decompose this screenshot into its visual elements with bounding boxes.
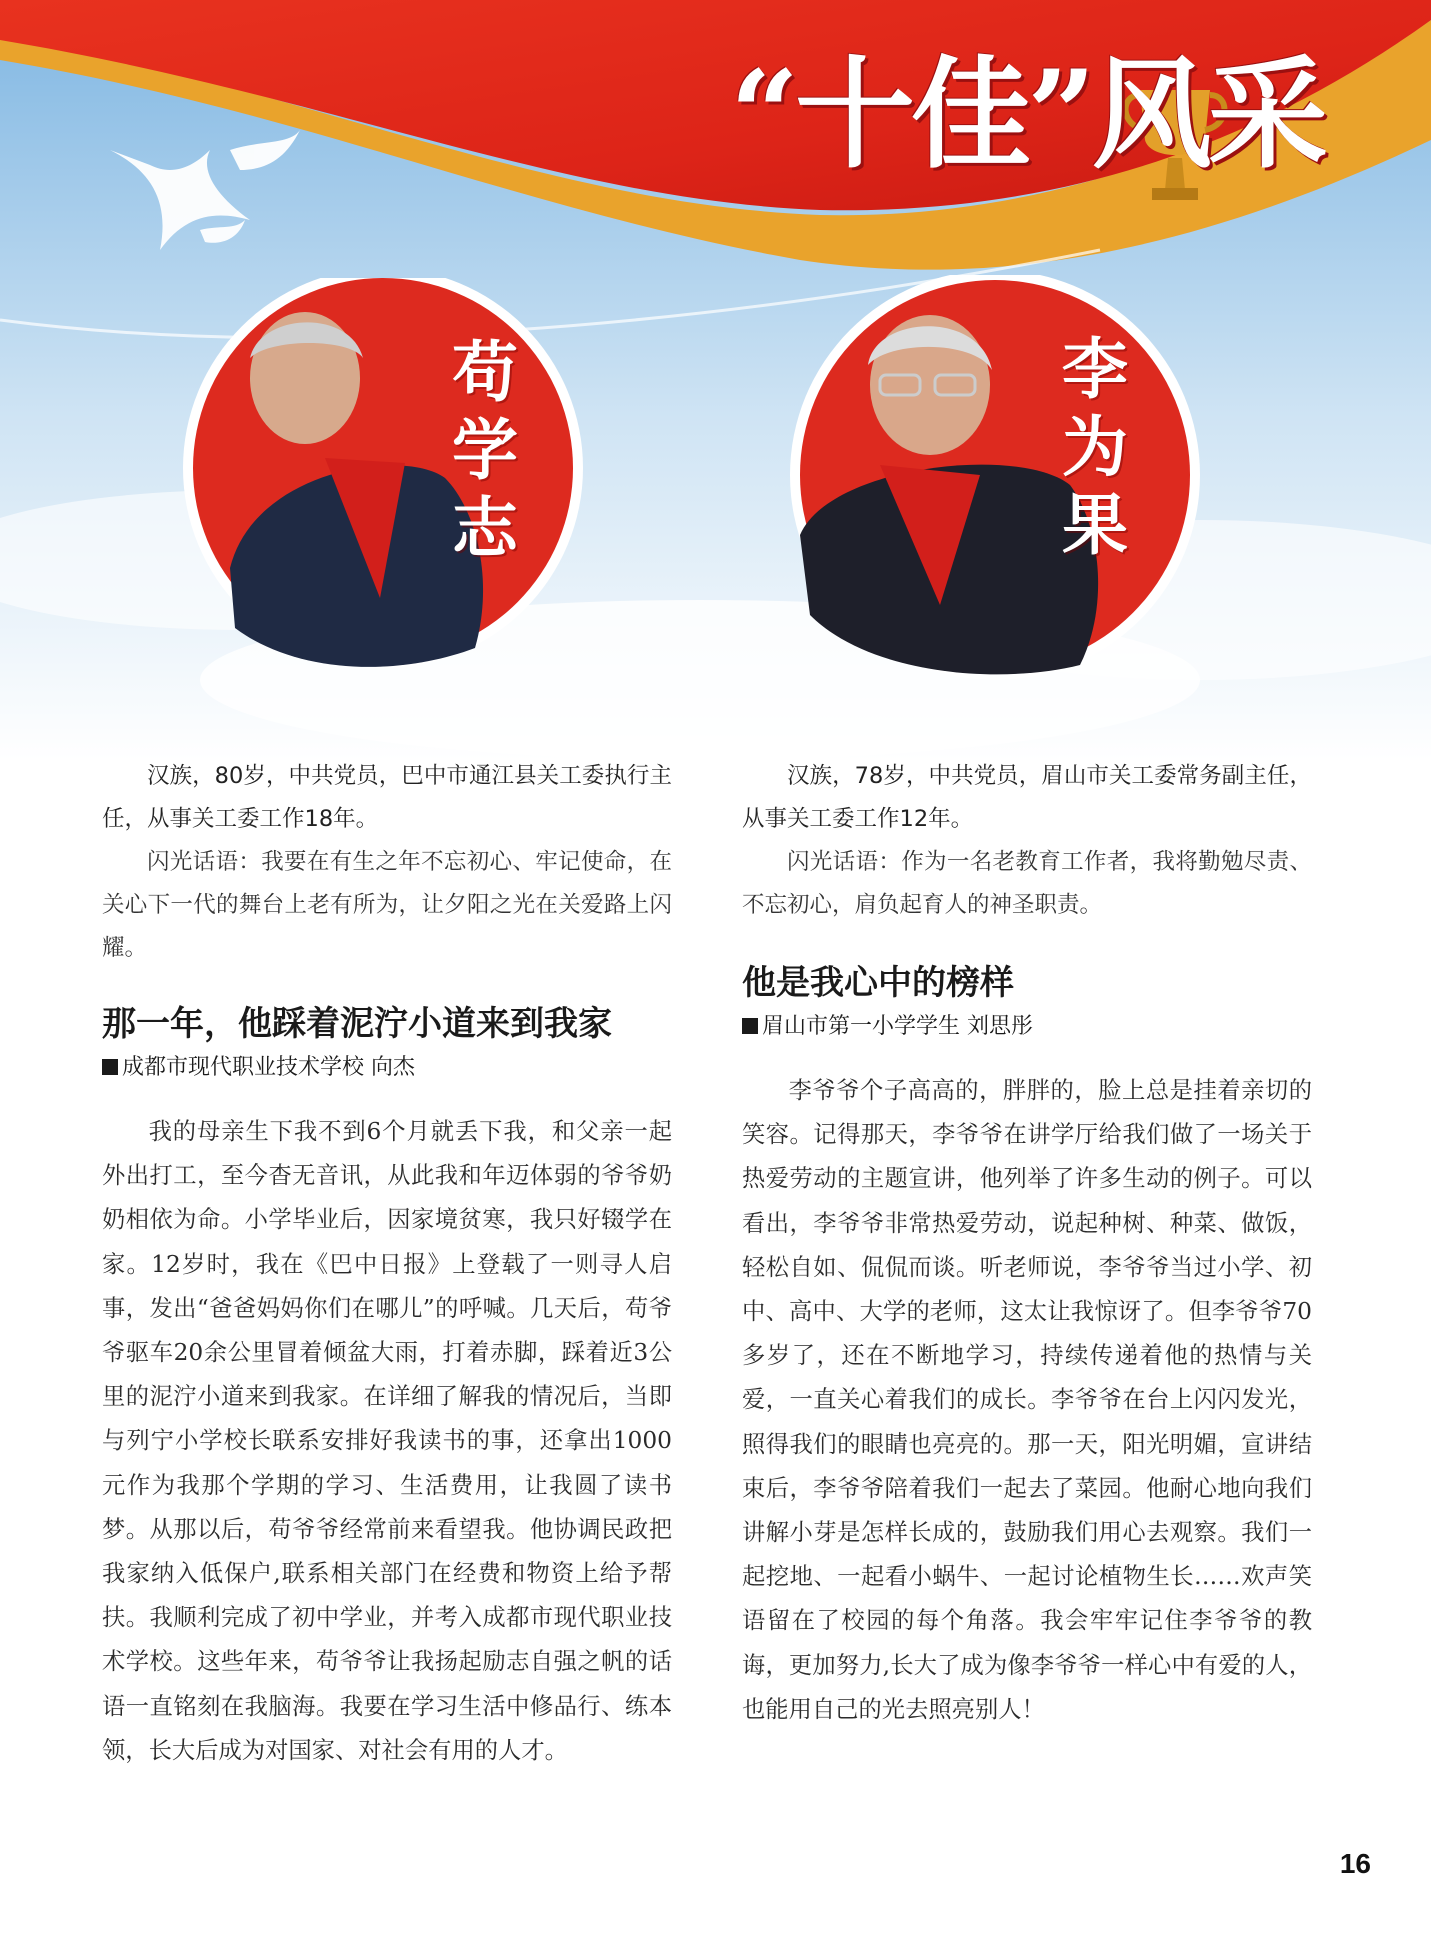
bio-text: 汉族，78岁，中共党员，眉山市关工委常务副主任，从事关工委工作12年。 bbox=[742, 763, 1312, 832]
quote-lead: 闪光话语： bbox=[787, 849, 902, 875]
person-name-right: 李为果 bbox=[1062, 330, 1128, 564]
quote-right bbox=[742, 841, 1312, 927]
article-title-right: 他是我心中的榜样 bbox=[742, 963, 1014, 1003]
bio-right bbox=[742, 755, 1312, 841]
byline-left: 成都市现代职业技术学校 向杰 bbox=[102, 1052, 672, 1084]
quote-lead: 闪光话语： bbox=[147, 849, 262, 875]
bio-left bbox=[102, 755, 672, 841]
article-body-left bbox=[102, 1110, 672, 1773]
article-paragraph: 李爷爷个子高高的，胖胖的，脸上总是挂着亲切的笑容。记得那天，李爷爷在讲学厅给我们做了一场关于热爱劳动的主题宣讲，他列举了许多生动的例子。可以看出，李爷爷非常热爱劳动，说起种树、种菜、做饭，轻松自如、侃侃而谈。听老师说，李爷爷当过小学、初中、高中、大学的老师，这太让我惊讶了。但李爷爷70多岁了，还在不断地学习，持续传递着他的热情与关爱，一直关心着我们的成长。李爷爷在台上闪闪发光，照得我们的眼睛也亮亮的。那一天，阳光明媚，宣讲结束后，李爷爷陪着我们一起去了菜园。他耐心地向我们讲解小芽是怎样长成的，鼓励我们用心去观察。我们一起挖地、一起看小蜗牛、一起讨论植物生长……欢声笑语留在了校园的每个角落。我会牢牢记住李爷爷的教诲，更加努力,长大了成为像李爷爷一样心中有爱的人，也能用自己的光去照亮别人！ bbox=[742, 1077, 1312, 1723]
byline-right: 眉山市第一小学学生 刘思彤 bbox=[742, 1011, 1312, 1043]
portrait-right bbox=[780, 275, 1220, 695]
square-bullet-icon bbox=[742, 1018, 758, 1034]
square-bullet-icon bbox=[102, 1059, 118, 1075]
article-paragraph: 我的母亲生下我不到6个月就丢下我，和父亲一起外出打工，至今杳无音讯，从此我和年迈体弱的爷爷奶奶相依为命。小学毕业后，因家境贫寒，我只好辍学在家。12岁时，我在《巴中日报》上登载了一则寻人启事，发出“爸爸妈妈你们在哪儿”的呼喊。几天后，苟爷爷驱车20余公里冒着倾盆大雨，打着赤脚，踩着近3公里的泥泞小道来到我家。在详细了解我的情况后，当即与列宁小学校长联系安排好我读书的事，还拿出1000元作为我那个学期的学习、生活费用，让我圆了读书梦。从那以后，苟爷爷经常前来看望我。他协调民政把我家纳入低保户,联系相关部门在经费和物资上给予帮扶。我顺利完成了初中学业，并考入成都市现代职业技术学校。这些年来，苟爷爷让我扬起励志自强之帆的话语一直铭刻在我脑海。我要在学习生活中修品行、练本领，长大后成为对国家、对社会有用的人才。 bbox=[102, 1118, 672, 1764]
person-name-left: 苟学志 bbox=[452, 333, 518, 567]
quote-text: 作为一名老教育工作者，我将勤勉尽责、不忘初心，肩负起育人的神圣职责。 bbox=[742, 849, 1312, 918]
masthead-title: “十佳”风采 bbox=[730, 44, 1325, 185]
quote-text: 我要在有生之年不忘初心、牢记使命，在关心下一代的舞台上老有所为，让夕阳之光在关爱路上闪耀。 bbox=[102, 849, 672, 961]
article-title-left: 那一年，他踩着泥泞小道来到我家 bbox=[102, 1004, 612, 1044]
right-column bbox=[742, 755, 1312, 1732]
page-number: 16 bbox=[1339, 1848, 1371, 1879]
article-body-right bbox=[742, 1069, 1312, 1732]
quote-left bbox=[102, 841, 672, 970]
portrait-left bbox=[175, 278, 615, 678]
bio-text: 汉族，80岁，中共党员，巴中市通江县关工委执行主任，从事关工委工作18年。 bbox=[102, 763, 672, 832]
left-column bbox=[102, 755, 672, 1773]
